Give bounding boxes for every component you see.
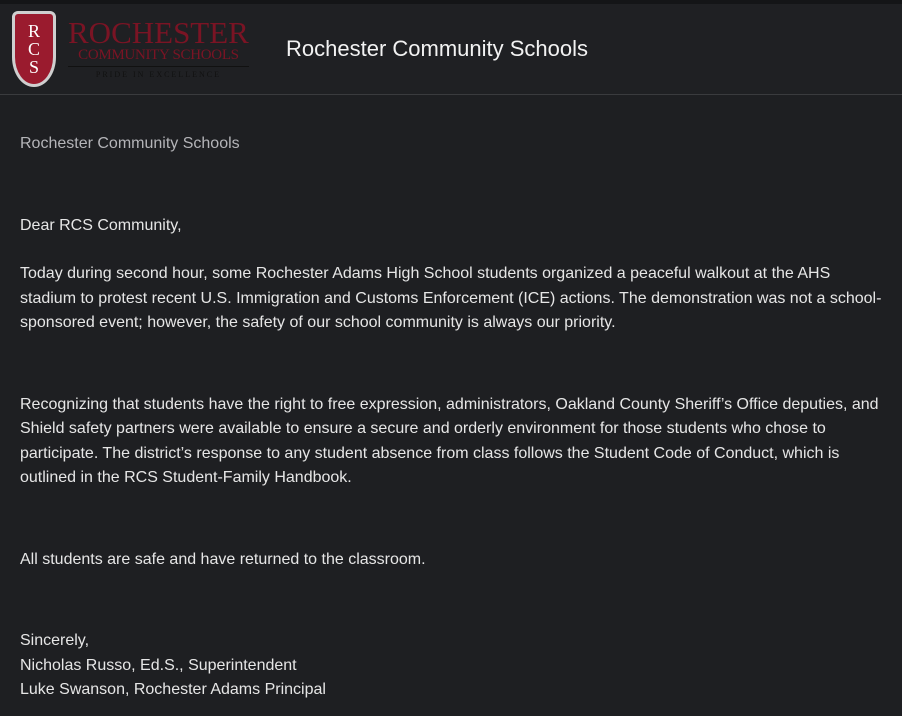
signoff: Sincerely, — [20, 632, 90, 649]
logo-line2: COMMUNITY SCHOOLS — [78, 47, 239, 63]
logo-line1: ROCHESTER — [68, 15, 249, 50]
greeting: Dear RCS Community, — [20, 216, 182, 234]
shield-icon: R C S — [12, 11, 56, 87]
header — [0, 4, 902, 95]
signature: Nicholas Russo, Ed.S., Superintendent — [20, 656, 297, 674]
logo-tagline: PRIDE IN EXCELLENCE — [68, 66, 249, 79]
sender: Rochester Community Schools — [20, 135, 240, 152]
header-title: Rochester Community Schools — [286, 36, 589, 61]
email-body — [0, 132, 902, 703]
paragraph: Recognizing that students have the right to free expression, administrators, Oakland County Sheriff’s Office deputies, and Shield safety partners were available to ensure a secure and orderly environment for those students who chose to participate. The district’s response to any student absence from class follows the Student Code of Conduct, which is outlined in the RCS Student-Family Handbook. — [20, 395, 879, 486]
signature: Luke Swanson, Rochester Adams Principal — [20, 681, 326, 698]
rcs-logo — [12, 11, 274, 87]
paragraph: Today during second hour, some Rochester Adams High School students organized a peaceful walkout at the AHS stadium to protest recent U.S. Immigration and Customs Enforcement (ICE) actions. The demonstration was not a school-sponsored event; however, the safety of our school community is always our priority. — [20, 265, 882, 331]
paragraph: All students are safe and have returned to the classroom. — [20, 550, 426, 568]
